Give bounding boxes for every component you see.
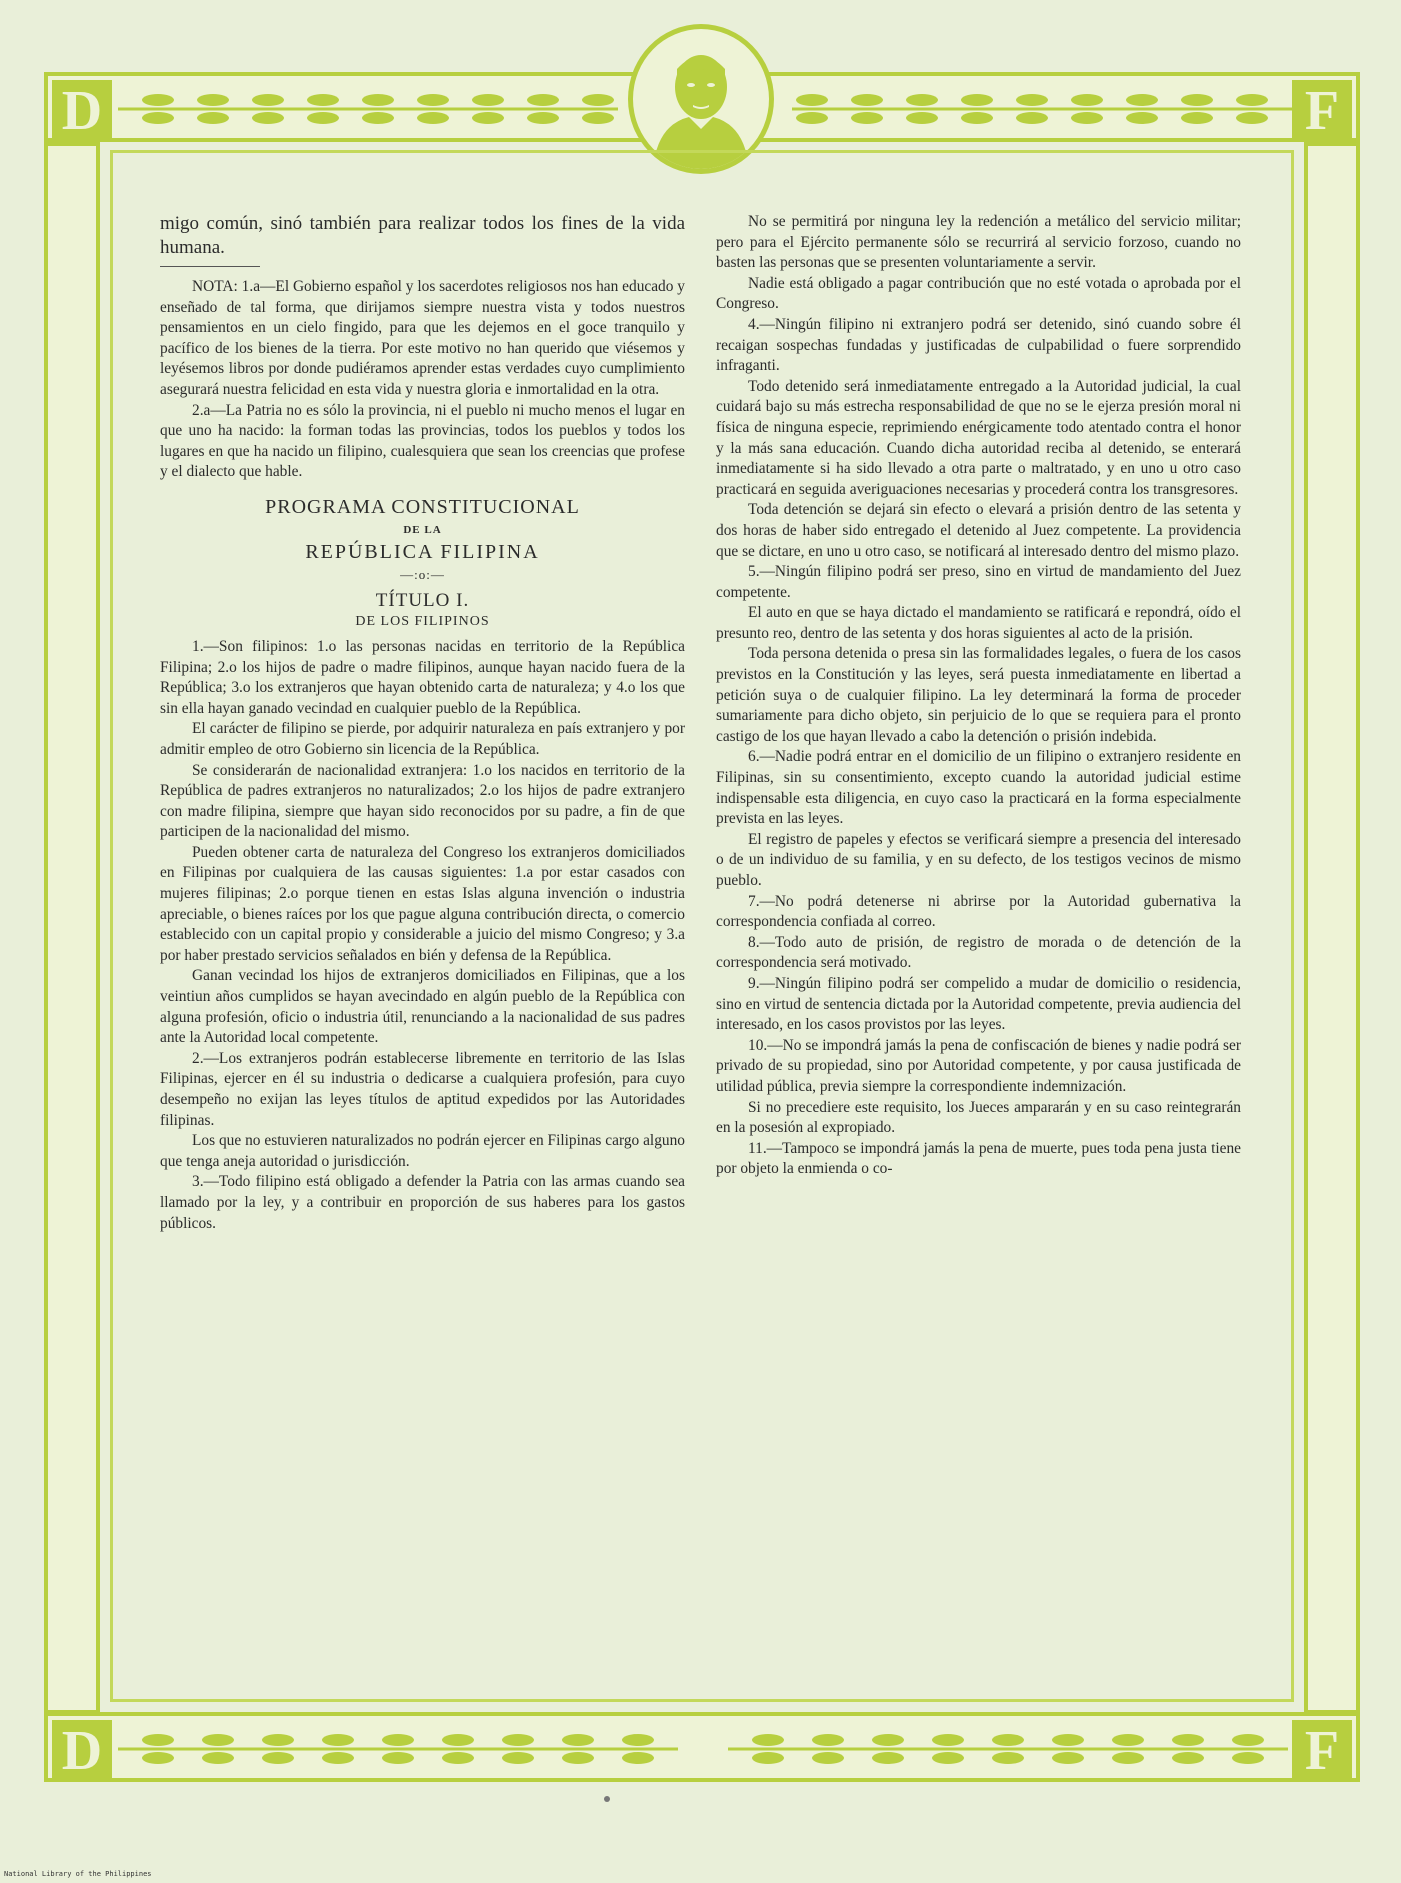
laurel-garland-icon <box>792 86 1292 132</box>
left-border-ornament <box>44 142 100 1714</box>
page-dot <box>604 1796 610 1802</box>
article-2-paragraph: Los que no estuvieren naturalizados no podrán ejercer en Filipinas cargo alguno que tenga aneja autoridad o jurisdicción. <box>160 1132 685 1170</box>
article-4-paragraph: Todo detenido será inmediatamente entregado a la Autoridad judicial, la cual cuidará bajo su más estrecha responsabilidad de que no se le ejerza presión moral ni física de ninguna especie, reprimiendo enérgicamente todo atentado contra el honor y la más sana educación. Cuando dicha autoridad reciba al detenido, se enterará inmediatamente si ha sido llevado a otra parte o maltratado, y en uno u otro caso practicará en seguida averiguaciones necesarias y procederá contra los transgresores. <box>716 377 1241 498</box>
corner-letter-right: F <box>1292 1720 1352 1782</box>
article-5: 5.—Ningún filipino podrá ser preso, sino en virtud de mandamiento del Juez competente. <box>716 563 1241 601</box>
nota-1: NOTA: 1.a—El Gobierno español y los sacerdotes religiosos nos han educado y enseñado de tal forma, que dirijamos siempre nuestra vista y todos nuestros pensamientos en un cielo fingido, para que les dejemos en el goce tranquilo y pacífico de los bienes de la tierra. Por este motivo no han querido que viésemos y leyésemos libros por donde pudiéramos aprender estas verdades cuyo cumplimiento asegurará nuestra felicidad en esta vida y nuestra gloria e inmortalidad en la otra. <box>160 278 685 398</box>
article-1-paragraph: Pueden obtener carta de naturaleza del Congreso los extranjeros domiciliados en Filipinas por cualquiera de las causas siguientes: 1.a por estar casados con mujeres filipinas; 2.o porque tienen en estas Islas alguna invención o industria apreciable, o bienes raíces por los que pague alguna contribución directa, o comercio establecido con un capital propio y considerable a juicio del mismo Congreso; y 3.a por haber prestado servicios señalados en bién y defensa de la República. <box>160 843 685 964</box>
laurel-garland-icon <box>118 1726 678 1772</box>
article-7: 7.—No podrá detenerse ni abrirse por la Autoridad gubernativa la correspondencia confiada al correo. <box>716 892 1241 931</box>
article-1-paragraph: El carácter de filipino se pierde, por adquirir naturaleza en país extranjero y por admitir empleo de otro Gobierno sin licencia de la República. <box>160 720 685 758</box>
article-3: 3.—Todo filipino está obligado a defender la Patria con las armas cuando sea llamado por la ley, y a contribuir en proporción de sus haberes para los gastos públicos. <box>160 1173 685 1232</box>
corner-letter-left: D <box>52 80 112 142</box>
heading-programa: PROGRAMA CONSTITUCIONAL <box>265 495 580 518</box>
laurel-garland-icon <box>728 1726 1288 1772</box>
separator-rule <box>160 266 260 267</box>
left-column <box>160 212 685 1234</box>
right-border-ornament <box>1304 142 1360 1714</box>
heading-titulo: TÍTULO I. <box>375 589 470 611</box>
right-column <box>716 212 1241 1180</box>
article-2: 2.—Los extranjeros podrán establecerse libremente en territorio de las Islas Filipinas, ejercer en él su industria o dedicarse a cualquiera profesión, para cuyo desempeño no exijan las leyes títulos de aptitud expedidos por las Autoridades filipinas. <box>160 1049 685 1129</box>
article-1-paragraph: Ganan vecindad los hijos de extranjeros domiciliados en Filipinas, que a los veintiun años cumplidos se hayan avecindado en algún pueblo de la República con alguna profesión, oficio o industria útil, renunciando a la nacionalidad de sus padres ante la Autoridad local competente. <box>160 967 685 1047</box>
article-6: 6.—Nadie podrá entrar en el domicilio de un filipino o extranjero residente en Filipinas, sin su consentimiento, excepto cuando la autoridad judicial estime indispensable esta diligencia, en cuyo caso la practicará en la forma especialmente prevista en las leyes. <box>716 748 1241 828</box>
corner-letter-right: F <box>1292 80 1352 142</box>
corner-letter-left: D <box>52 1720 112 1782</box>
heading-de-la: DE LA <box>403 523 442 536</box>
article-10: 10.—No se impondrá jamás la pena de confiscación de bienes y nadie podrá ser privado de su propiedad, sino por Autoridad competente, y por causa justificada de utilidad pública, previa siempre la correspondiente indemnización. <box>716 1036 1241 1095</box>
nota-2: 2.a—La Patria no es sólo la provincia, ni el pueblo ni mucho menos el lugar en que uno ha nacido: la forman todas las provincias, todos los pueblos y todos los lugares en que ha nacido un filipino, cualesquiera que sean los creencias que profese y el dialecto que hable. <box>160 401 685 481</box>
article-11: 11.—Tampoco se impondrá jamás la pena de muerte, pues toda pena justa tiene por objeto la enmienda o co- <box>716 1139 1241 1178</box>
article-6-paragraph: El registro de papeles y efectos se verificará siempre a presencia del interesado o de un individuo de su familia, y en su defecto, de los testigos vecinos de mismo pueblo. <box>716 830 1241 889</box>
heading-ornament: —:o:— <box>400 566 445 582</box>
article-5-paragraph: El auto en que se haya dictado el mandamiento se ratificará e repondrá, oído el presunto reo, dentro de las setenta y dos horas siguientes al acto de la prisión. <box>716 604 1241 642</box>
article-1-paragraph: Se considerarán de nacionalidad extranjera: 1.o los nacidos en territorio de la República de padres extranjeros no naturalizados; 2.o los hijos de padre extranjero con madre filipina, siempre que hayan sido reconocidos por su padre, a fin de que participen de la nacionalidad del mismo. <box>160 761 685 841</box>
article-10-paragraph: Si no precediere este requisito, los Jueces ampararán y en su caso reintegrarán en la posesión al expropiado. <box>716 1098 1241 1137</box>
article-1: 1.—Son filipinos: 1.o las personas nacidas en territorio de la República Filipina; 2.o los hijos de padre o madre filipinos, aunque hayan nacido fuera de la República; 3.o los extranjeros que hayan obtenido carta de naturaleza; y 4.o los que sin ella hayan ganado vecindad en cualquier pueblo de la República. <box>160 637 685 717</box>
bottom-border-band <box>44 1712 1360 1782</box>
article-5-paragraph: Toda persona detenida o presa sin las formalidades legales, o fuera de los casos previstos en la Constitución y las leyes, será puesta inmediatamente en libertad a petición suya o de cualquier filipino. La ley determinará la forma de proceder sumariamente para dicho objeto, sin perjuicio de lo que se requiera para el pronto castigo de los que hayan llevado a cabo la detención o prisión indebida. <box>716 645 1241 745</box>
laurel-garland-icon <box>118 86 618 132</box>
article-4: 4.—Ningún filipino ni extranjero podrá ser detenido, sinó cuando sobre él recaigan sospechas fundadas y justificadas de culpabilidad o fuere sorprendido infraganti. <box>716 315 1241 375</box>
article-8: 8.—Todo auto de prisión, de registro de morada o de detención de la correspondencia será motivado. <box>716 933 1241 972</box>
heading-republica: REPÚBLICA FILIPINA <box>305 540 540 563</box>
article-3-paragraph: No se permitirá por ninguna ley la redención a metálico del servicio militar; pero para el Ejército permanente sólo se recurrirá al servicio forzoso, cuando no basten las personas que se presenten voluntariamente a servir. <box>716 213 1241 272</box>
article-9: 9.—Ningún filipino podrá ser compelido a mudar de domicilio o residencia, sino en virtud de sentencia dictada por la Autoridad competente, previa audiencia del interesado, en los casos provistos por las leyes. <box>716 974 1241 1034</box>
article-3-paragraph: Nadie está obligado a pagar contribución que no esté votada o aprobada por el Congreso. <box>716 274 1241 313</box>
footer-credit: National Library of the Philippines <box>4 1870 152 1878</box>
article-4-paragraph: Toda detención se dejará sin efecto o elevará a prisión dentro de las setenta y dos horas de haber sido entregado el detenido al Juez competente. La providencia que se dictare, en uno u otro caso, se notificará al interesado dentro del mismo plazo. <box>716 501 1241 560</box>
heading-de-los-filipinos: DE LOS FILIPINOS <box>355 613 490 629</box>
continued-paragraph: migo común, sinó también para realizar todos los fines de la vida humana. <box>160 213 685 258</box>
